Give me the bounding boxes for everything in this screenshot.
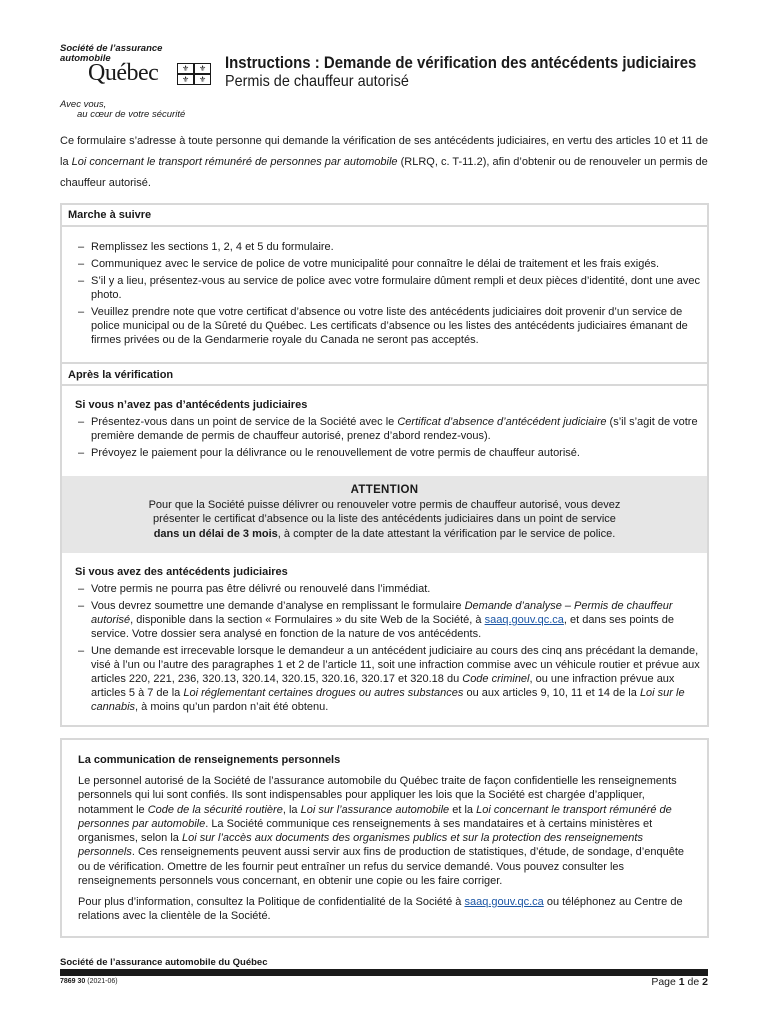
saaq-privacy-link[interactable]: saaq.gouv.qc.ca bbox=[464, 896, 544, 908]
privacy-paragraph: Le personnel autorisé de la Société de l’assurance automobile du Québec traite de façon confidentielle les renseignements personnels qui lui sont confiés. Ils sont indispensables pour appliquer les lois que la Société est chargée d’appliquer, notamment le Code de la sécurité routière, la Loi sur l’assurance automobile et la Loi concernant le transport rémunéré de personnes par automobile. La Société communique ces renseignements à ses mandataires et à certains ministères et organismes, selon la Loi sur l’accès aux documents des organismes publics et sur la protection des renseignements personnels. Ces renseignements peuvent aussi servir aux fins de production de statistiques, d’étude, de sondage, d’enquête ou de vérification. Omettre de les fournir peut entraîner un refus du service demandé. Vous pouvez consulter les renseignements personnels vous concernant, en obtenir une copie ou les faire corriger. bbox=[78, 775, 685, 888]
section-heading-marche: Marche à suivre bbox=[62, 205, 707, 227]
document-title: Instructions : Demande de vérification des antécédents judiciaires bbox=[225, 53, 697, 72]
no-record-list bbox=[78, 415, 703, 463]
quebec-flag-icon: ⚜ ⚜ ⚜ ⚜ bbox=[177, 63, 211, 85]
section-heading-apres: Après la vérification bbox=[62, 362, 707, 386]
list-item: – S’il y a lieu, présentez-vous au service de police avec votre formulaire dûment rempli et deux pièces d’identité, dont une avec photo. bbox=[78, 274, 703, 302]
page-number: Page 1 de 2 bbox=[651, 976, 708, 988]
list-item: – Une demande est irrecevable lorsque le demandeur a un antécédent judiciaire au cours des cinq ans précédant la demande, visé à l’un ou l’autre des paragraphes 1 et 2 de l’article 11, soit une infraction commise avec un véhicule routier et prévue aux articles 220, 221, 236, 320.13, 320.14, 320.15, 320.16, 320.17 et 320.18 du Code criminel, ou une infraction prévue aux articles 5 à 7 de la Loi réglementant certaines drogues ou autres substances ou aux articles 9, 10, 11 et 14 de la Loi sur le cannabis, à moins qu’un pardon n’ait été obtenu. bbox=[78, 644, 703, 714]
steps-list bbox=[78, 240, 703, 350]
document-subtitle: Permis de chauffeur autorisé bbox=[225, 73, 409, 90]
list-item: – Présentez-vous dans un point de service de la Société avec le Certificat d’absence d’antécédent judiciaire (s’il s’agit de votre première demande de permis de chauffeur autorisé, prenez d’abord rendez-vous). bbox=[78, 415, 703, 443]
slogan: Avec vous, au cœur de votre sécurité bbox=[60, 99, 186, 120]
subheading-record: Si vous avez des antécédents judiciaires bbox=[75, 566, 288, 578]
subheading-no-record: Si vous n’avez pas d’antécédents judiciaires bbox=[75, 399, 308, 411]
footer-divider bbox=[60, 969, 708, 976]
attention-notice: ATTENTION Pour que la Société puisse délivrer ou renouveler votre permis de chauffeur autorisé, vous devez présenter le certificat d’absence ou la liste des antécédents judiciaires dans un point de service dans un délai de 3 mois, à compter de la date attestant la vérification par le service de police. bbox=[62, 476, 707, 553]
footer-organization: Société de l’assurance automobile du Québec bbox=[60, 957, 268, 968]
quebec-logo-text: Québec bbox=[88, 60, 159, 86]
attention-title: ATTENTION bbox=[350, 484, 419, 496]
list-item: – Votre permis ne pourra pas être délivré ou renouvelé dans l’immédiat. bbox=[78, 582, 703, 596]
organization-name: Société de l’assurance automobile bbox=[60, 43, 163, 64]
intro-paragraph: Ce formulaire s’adresse à toute personne qui demande la vérification de ses antécédents judiciaires, en vertu des articles 10 et 11 de la Loi concernant le transport rémunéré de personnes par automobile (RLRQ, c. T-11.2), afin d’obtenir ou de renouveler un permis de chauffeur autorisé. bbox=[60, 135, 708, 189]
privacy-contact-paragraph: Pour plus d’information, consultez la Politique de confidentialité de la Société à saaq.gouv.qc.ca ou téléphonez au Centre de relations avec la clientèle de la Société. bbox=[78, 896, 683, 923]
list-item: – Remplissez les sections 1, 2, 4 et 5 du formulaire. bbox=[78, 240, 703, 254]
list-item: – Prévoyez le paiement pour la délivrance ou le renouvellement de votre permis de chauffeur autorisé. bbox=[78, 446, 703, 460]
list-item: – Vous devrez soumettre une demande d’analyse en remplissant le formulaire Demande d’analyse – Permis de chauffeur autorisé, disponible dans la section « Formulaires » du site Web de la Société, à saaq.gouv.qc.ca, et dans ses points de service. Votre dossier sera analysé en fonction de la nature de vos antécédents. bbox=[78, 599, 703, 641]
form-number: 7869 30 (2021-06) bbox=[60, 978, 118, 985]
list-item: – Communiquez avec le service de police de votre municipalité pour connaître le délai de traitement et les frais exigés. bbox=[78, 257, 703, 271]
privacy-heading: La communication de renseignements personnels bbox=[78, 754, 341, 766]
record-list bbox=[78, 582, 703, 717]
list-item: – Veuillez prendre note que votre certificat d’absence ou votre liste des antécédents judiciaires doit provenir d’un service de police municipal ou de la Sûreté du Québec. Les certificats d’absence ou les listes des antécédents judiciaires émanant de firmes privées ou de la Gendarmerie royale du Canada ne seront pas acceptés. bbox=[78, 305, 703, 347]
saaq-link[interactable]: saaq.gouv.qc.ca bbox=[484, 614, 564, 626]
